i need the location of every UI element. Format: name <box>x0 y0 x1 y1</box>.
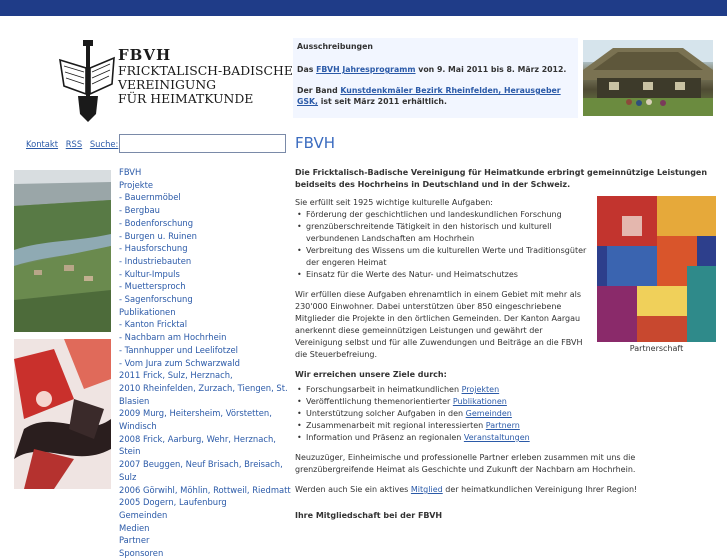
nav-item[interactable]: - Sagenforschung <box>119 294 193 305</box>
sidebar-nav <box>119 166 294 560</box>
contact-link[interactable]: Kontakt <box>26 139 59 149</box>
nav-item[interactable]: - Bauernmöbel <box>119 192 181 203</box>
list-item <box>306 396 715 408</box>
goal-text: Forschungsarbeit in heimatkundlichen <box>306 385 462 394</box>
nav-item[interactable]: Medien <box>119 522 150 533</box>
top-bar <box>0 0 727 16</box>
logo-line-3: VEREINIGUNG <box>118 77 217 92</box>
nav-item[interactable]: - Hausforschung <box>119 243 188 254</box>
tasks-list <box>306 209 596 281</box>
rhine-landscape-photo <box>14 170 111 332</box>
logo-line-1: FBVH <box>118 46 172 64</box>
nav-item[interactable]: - Bodenforschung <box>119 217 194 228</box>
nav-item[interactable]: - Kanton Fricktal <box>119 319 188 330</box>
member-cta <box>295 484 715 496</box>
page-title: FBVH <box>295 134 335 152</box>
nav-item[interactable]: - Muettersproch <box>119 281 186 292</box>
announcement-text: Das <box>297 65 317 74</box>
nav-item[interactable]: Partner <box>119 535 150 546</box>
goal-text: Veröffentlichung themenorientierter <box>306 397 453 406</box>
site-logo[interactable] <box>58 38 293 122</box>
nav-item[interactable]: 2009 Murg, Heitersheim, Vörstetten, Windisch <box>119 408 272 432</box>
nav-item[interactable]: 2005 Dogern, Laufenburg <box>119 497 227 508</box>
announcement-text: ist seit März 2011 erhältlich. <box>318 97 447 106</box>
nav-item[interactable]: 2011 Frick, Sulz, Herznach, <box>119 370 233 381</box>
nav-item[interactable]: 2007 Beuggen, Neuf Brisach, Breisach, Sulz <box>119 459 283 482</box>
events-link[interactable]: Veranstaltungen <box>463 433 530 442</box>
communities-link[interactable]: Gemeinden <box>465 409 512 418</box>
search-label: Suche: <box>89 139 119 149</box>
nav-item[interactable]: Publikationen <box>119 306 176 317</box>
projects-link[interactable]: Projekten <box>461 385 500 394</box>
list-item <box>306 408 715 420</box>
announcement-text: Der Band <box>297 86 341 95</box>
member-link[interactable]: Mitglied <box>410 485 443 494</box>
announcement-text: von 9. Mai 2011 bis 8. März 2012. <box>415 65 567 74</box>
list-item: • grenzüberschreitende Tätigkeit in den historisch und kulturell verbundenen Landschaften am Hochrhein <box>306 221 596 245</box>
nav-item[interactable]: Gemeinden <box>119 509 168 520</box>
body-paragraph: Neuzuzüger, Einheimische und professionelle Partner erleben zusammen mit uns die grenzübergreifende Heimat als Geschichte und Zukunft der Nachbarn am Hochrhein. <box>295 453 636 474</box>
announcement-heading: Ausschreibungen <box>297 42 373 51</box>
nav-item[interactable]: - Nachbarn am Hochrhein <box>119 332 227 343</box>
nav-item[interactable]: Projekte <box>119 179 154 190</box>
nav-item[interactable]: FBVH <box>119 167 142 177</box>
body-paragraph: Wir erfüllen diese Aufgaben ehrenamtlich in einem Gebiet mit mehr als 230'000 Einwohner. Dabei unterstützen über 850 eingeschriebene Mitglieder die Projekte in den örtlichen Gemeinden. Der Kanton Aargau anerkennt diese gemeinnützigen Leistungen und gewährt der Vereinigung selbst und für alle Zuwendungen und Beiträge an die FBVH die Steuerbefreiung. <box>295 290 583 359</box>
goal-text: Unterstützung solcher Aufgaben in den <box>306 409 466 418</box>
goals-heading: Wir erreichen unsere Ziele durch: <box>295 370 447 379</box>
rss-link[interactable]: RSS <box>65 139 83 149</box>
partners-link[interactable]: Partnern <box>485 421 520 430</box>
nav-item[interactable]: 2010 Rheinfelden, Zurzach, Tiengen, St. Blasien <box>119 382 288 406</box>
artwork-image <box>14 339 111 489</box>
nav-item[interactable]: 2006 Görwihl, Möhlin, Rottweil, Riedmatt <box>119 484 291 495</box>
nav-item[interactable]: Sponsoren <box>119 548 164 559</box>
list-item <box>306 432 715 444</box>
nav-item[interactable]: - Bergbau <box>119 205 160 216</box>
goal-text: Zusammenarbeit mit regional interessierten <box>306 421 486 430</box>
partner-artwork <box>597 196 716 342</box>
partner-caption: Partnerschaft <box>629 344 684 353</box>
announcement-program <box>297 64 575 75</box>
nav-item[interactable]: 2008 Frick, Aarburg, Wehr, Herznach, Stein <box>119 433 276 457</box>
logo-line-2: FRICKTALISCH-BADISCHE <box>118 63 293 78</box>
list-item: • Verbreitung des Wissens um die kulturellen Werte und Traditionsgüter der engeren Heimat <box>306 245 596 269</box>
program-link[interactable]: FBVH Jahresprogramm <box>316 65 416 74</box>
list-item: • Einsatz für die Werte des Natur- und Heimatschutzes <box>306 269 596 281</box>
nav-item[interactable]: - Tannhupper und Leelifotzel <box>119 344 238 355</box>
book-shovel-logo-icon <box>58 38 116 122</box>
list-item: • Förderung der geschichtlichen und landeskundlichen Forschung <box>306 209 596 221</box>
membership-heading: Ihre Mitgliedschaft bei der FBVH <box>295 511 443 520</box>
cta-text: der heimatkundlichen Vereinigung Ihrer Region! <box>442 485 638 494</box>
list-item <box>306 420 715 432</box>
farmhouse-photo <box>583 40 713 116</box>
goal-text: Information und Präsenz an regionalen <box>306 433 464 442</box>
list-item <box>306 384 715 396</box>
nav-item[interactable]: - Industriebauten <box>119 255 192 266</box>
cta-text: Werden auch Sie ein aktives <box>295 485 411 494</box>
goals-list <box>306 384 715 444</box>
nav-item[interactable]: - Vom Jura zum Schwarzwald <box>119 357 240 368</box>
lead-paragraph: Die Fricktalisch-Badische Vereinigung für Heimatkunde erbringt gemeinnützige Leistungen beidseits des Hochrheins in Deutschland und in der Schweiz. <box>295 168 708 189</box>
announcement-box <box>293 38 578 118</box>
publications-link[interactable]: Publikationen <box>452 397 507 406</box>
book-link[interactable]: Kunstdenkmäler Bezirk Rheinfelden, Herausgeber GSK, <box>297 86 561 106</box>
logo-line-4: FÜR HEIMATKUNDE <box>118 91 254 106</box>
search-input[interactable] <box>119 134 286 153</box>
utility-links <box>26 139 123 149</box>
nav-item[interactable]: - Kultur-Impuls <box>119 268 180 279</box>
nav-item[interactable]: - Burgen u. Ruinen <box>119 230 197 241</box>
intro-text: Sie erfüllt seit 1925 wichtige kulturelle Aufgaben: <box>295 198 493 207</box>
announcement-book <box>297 85 575 107</box>
